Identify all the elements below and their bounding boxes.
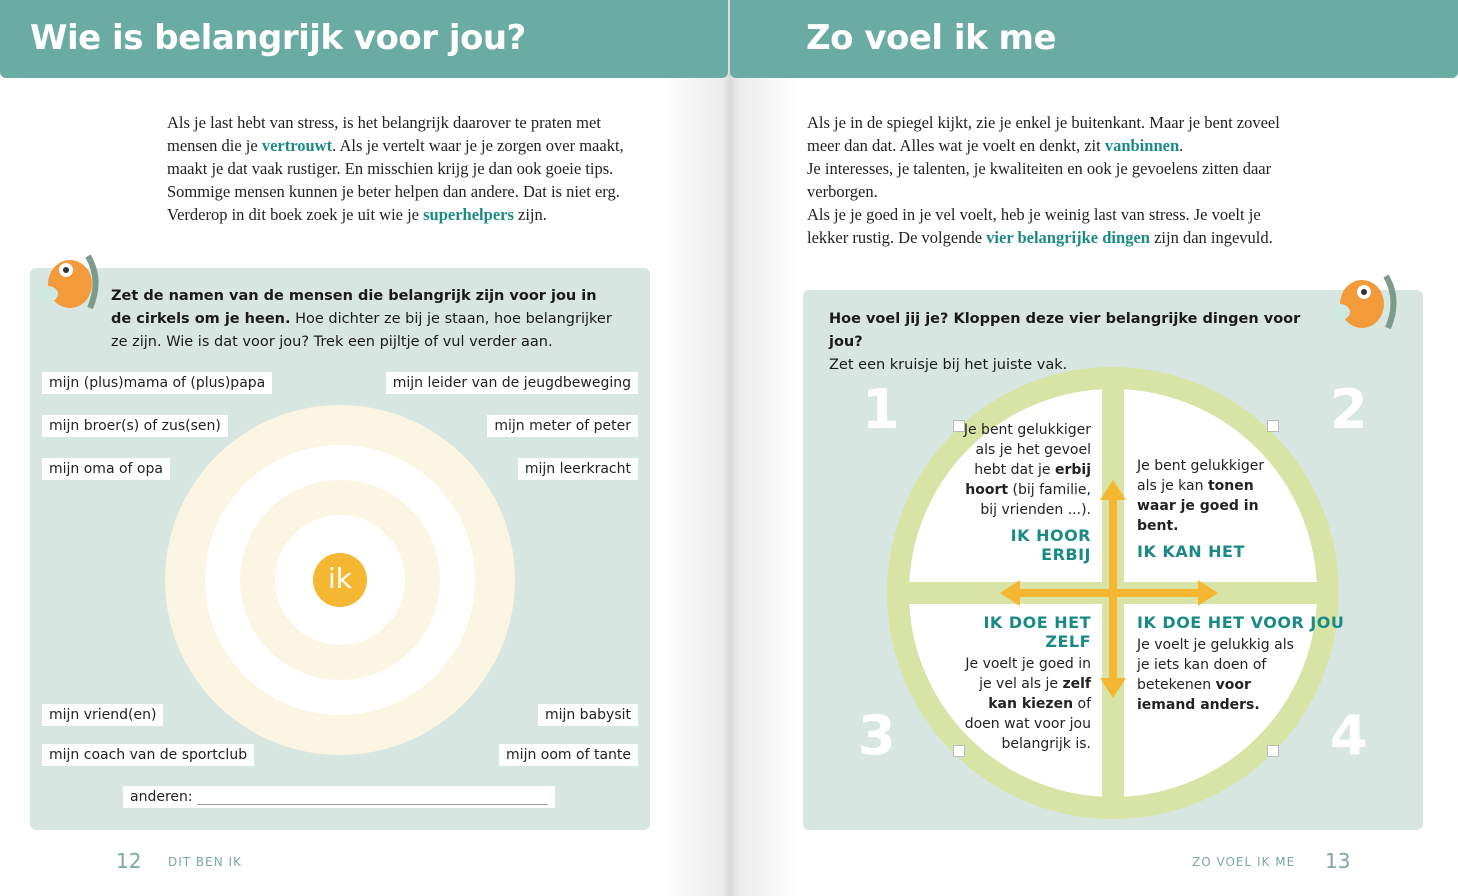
label-babysitter: mijn babysit [538,704,638,726]
instruction-bold: Zet de namen van de mensen die belangrijk zijn voor jou in de cirkels om je heen. [111,288,597,327]
highlight-vier-dingen: vier belangrijke dingen [986,228,1150,247]
text: Je voelt je gelukkig als je iets kan doen of betekenen [1137,637,1294,693]
others-field[interactable] [123,786,555,808]
quadrant-number-2: 2 [1330,378,1368,441]
quadrant-4-text [1137,635,1297,715]
bold-text: voor iemand anders. [1137,677,1260,713]
quadrant-number-3: 3 [858,704,896,767]
text: Je interesses, je talenten, je kwaliteiten en ook je gevoelens zitten daar verborgen. [807,159,1272,201]
others-label: anderen: [130,789,193,805]
label-uncle-aunt: mijn oom of tante [499,744,638,766]
highlight-vertrouwt: vertrouwt [261,136,333,155]
left-header-bar [0,0,728,78]
right-footer: ZO VOEL IK ME [1192,855,1296,869]
highlight-superhelpers: superhelpers [423,205,514,224]
quadrant-3-heading: IK DOE HET ZELF [983,613,1091,651]
text: (bij familie, bij vrienden ...). [980,482,1091,518]
quadrant-2-heading: IK KAN HET [1137,542,1245,561]
right-page-number: 13 [1325,849,1351,873]
left-page-title: Wie is belangrijk voor jou? [30,18,526,58]
left-intro [167,111,647,226]
instruction-text: Zet een kruisje bij het juiste vak. [829,357,1068,373]
checkbox-4[interactable] [1267,745,1279,757]
label-youth-leader: mijn leider van de jeugdbeweging [386,372,638,394]
label-teacher: mijn leerkracht [518,458,638,480]
bold-text: tonen waar je goed in bent. [1137,478,1259,534]
highlight-vanbinnen: vanbinnen [1104,136,1180,155]
instruction-text: Hoe dichter ze bij je staan, hoe belangrijker ze zijn. Wie is dat voor jou? Trek een pijltje of vul verder aan. [111,311,612,350]
right-intro [807,111,1287,249]
quadrant-4 [1137,613,1345,715]
others-write-line[interactable] [197,791,548,805]
label-friends: mijn vriend(en) [42,704,163,726]
quadrant-number-1: 1 [862,378,900,441]
text: Als je last hebt van stress, is het belangrijk daarover te praten met mensen die je [167,113,601,155]
bold-text: erbij hoort [965,462,1091,498]
mascot-illustration [22,250,102,312]
quadrant-1 [960,420,1091,564]
instruction-bold: Hoe voel jij je? Kloppen deze vier belangrijke dingen voor jou? [829,311,1301,350]
label-siblings: mijn broer(s) of zus(sen) [42,415,228,437]
text: . [1179,136,1184,155]
text: Sommige mensen kunnen je beter helpen dan andere. Dat is niet erg. Verderop in dit boek zoek je uit wie je [167,182,620,224]
quadrant-2-text [1137,456,1267,536]
quadrant-1-text [960,420,1091,520]
text: Je bent gelukkiger als je kan [1137,458,1265,494]
text: Je bent gelukkiger als je het gevoel hebt dat je [963,422,1091,478]
quadrant-3-text [950,654,1091,754]
left-page-number: 12 [116,849,142,873]
right-page-title: Zo voel ik me [806,18,1057,58]
left-footer: DIT BEN IK [168,855,242,869]
quadrant-1-heading: IK HOOR ERBIJ [1010,526,1091,564]
bold-text: zelf kan kiezen [988,676,1091,712]
text: Je voelt je goed in je vel als je [965,656,1091,692]
right-header-bar [730,0,1458,78]
center-ik: ik [313,553,367,607]
label-godparent: mijn meter of peter [487,415,638,437]
quadrant-4-heading: IK DOE HET VOOR JOU [1137,613,1345,632]
text: of doen wat voor jou belangrijk is. [964,696,1091,752]
checkbox-2[interactable] [1267,420,1279,432]
quadrant-3 [950,613,1091,754]
quadrant-2 [1137,456,1267,561]
text: Als je in de spiegel kijkt, zie je enkel je buitenkant. Maar je bent zoveel meer dan dat. Alles wat je voelt en denkt, zit [807,113,1280,155]
text: zijn dan ingevuld. [1149,228,1273,247]
quadrant-number-4: 4 [1330,704,1368,767]
text: . Als je vertelt waar je je zorgen over maakt, maakt je dat vaak rustiger. En misschien krijg je dan ook goeie tips. [167,136,624,178]
label-parent: mijn (plus)mama of (plus)papa [42,372,272,394]
mascot-illustration [1320,270,1400,332]
text: Als je je goed in je vel voelt, heb je weinig last van stress. Je voelt je lekker rustig. De volgende [807,205,1261,247]
left-instruction [111,285,621,354]
label-coach: mijn coach van de sportclub [42,744,254,766]
text: zijn. [513,205,547,224]
book-spine [660,0,800,896]
label-grandparent: mijn oma of opa [42,458,170,480]
